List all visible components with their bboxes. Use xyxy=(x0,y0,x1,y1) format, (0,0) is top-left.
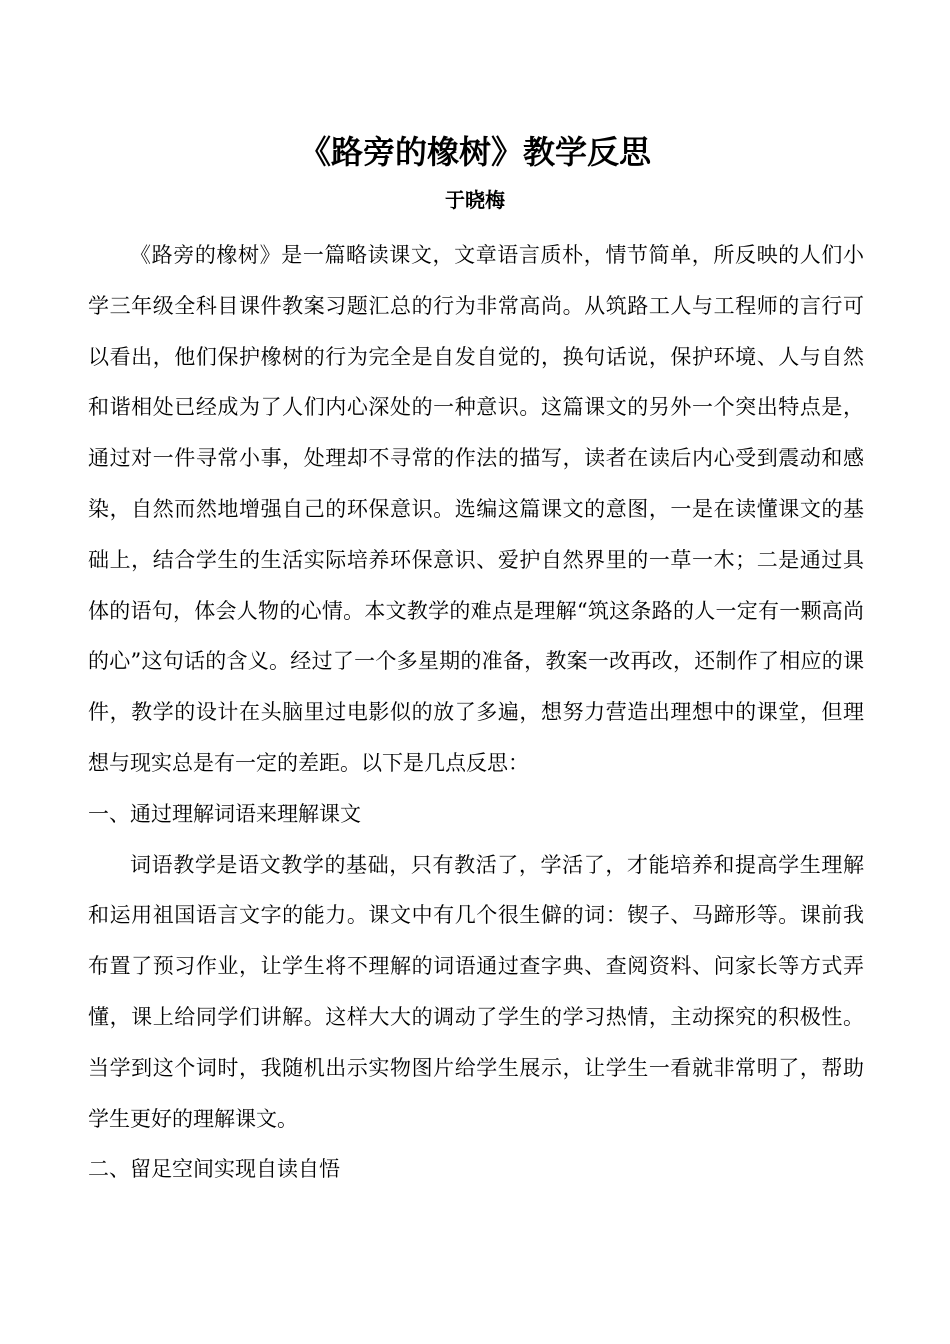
section-heading-2: 二、留足空间实现自读自悟 xyxy=(88,1157,340,1182)
document-title: 《路旁的橡树》教学反思 xyxy=(298,133,651,171)
author-name: 于晓梅 xyxy=(445,188,505,212)
intro-paragraph: 《路旁的橡树》是一篇略读课文，文章语言质朴，情节简单，所反映的人们小学三年级全科目课件教案习题汇总的行为非常高尚。从筑路工人与工程师的言行可以看出，他们保护橡树的行为完全是自发自觉的，换句话说，保护环境、人与自然和谐相处已经成为了人们内心深处的一种意识。这篇课文的另外一个突出特点是，通过对一件寻常小事，处理却不寻常的作法的描写，读者在读后内心受到震动和感染，自然而然地增强自己的环保意识。选编这篇课文的意图，一是在读懂课文的基础上，结合学生的生活实际培养环保意识、爱护自然界里的一草一木；二是通过具体的语句，体会人物的心情。本文教学的难点是理解“筑这条路的人一定有一颗高尚的心”这句话的含义。经过了一个多星期的准备，教案一改再改，还制作了相应的课件，教学的设计在头脑里过电影似的放了多遍，想努力营造出理想中的课堂，但理想与现实总是有一定的差距。以下是几点反思： xyxy=(88,243,864,775)
section-heading-1: 一、通过理解词语来理解课文 xyxy=(88,801,361,826)
document-body xyxy=(88,230,864,1195)
section-paragraph-1: 词语教学是语文教学的基础，只有教活了，学活了，才能培养和提高学生理解和运用祖国语言文字的能力。课文中有几个很生僻的词：锲子、马蹄形等。课前我布置了预习作业，让学生将不理解的词语通过查字典、查阅资料、问家长等方式弄懂，课上给同学们讲解。这样大大的调动了学生的学习热情，主动探究的积极性。当学到这个词时，我随机出示实物图片给学生展示，让学生一看就非常明了，帮助学生更好的理解课文。 xyxy=(88,852,864,1131)
